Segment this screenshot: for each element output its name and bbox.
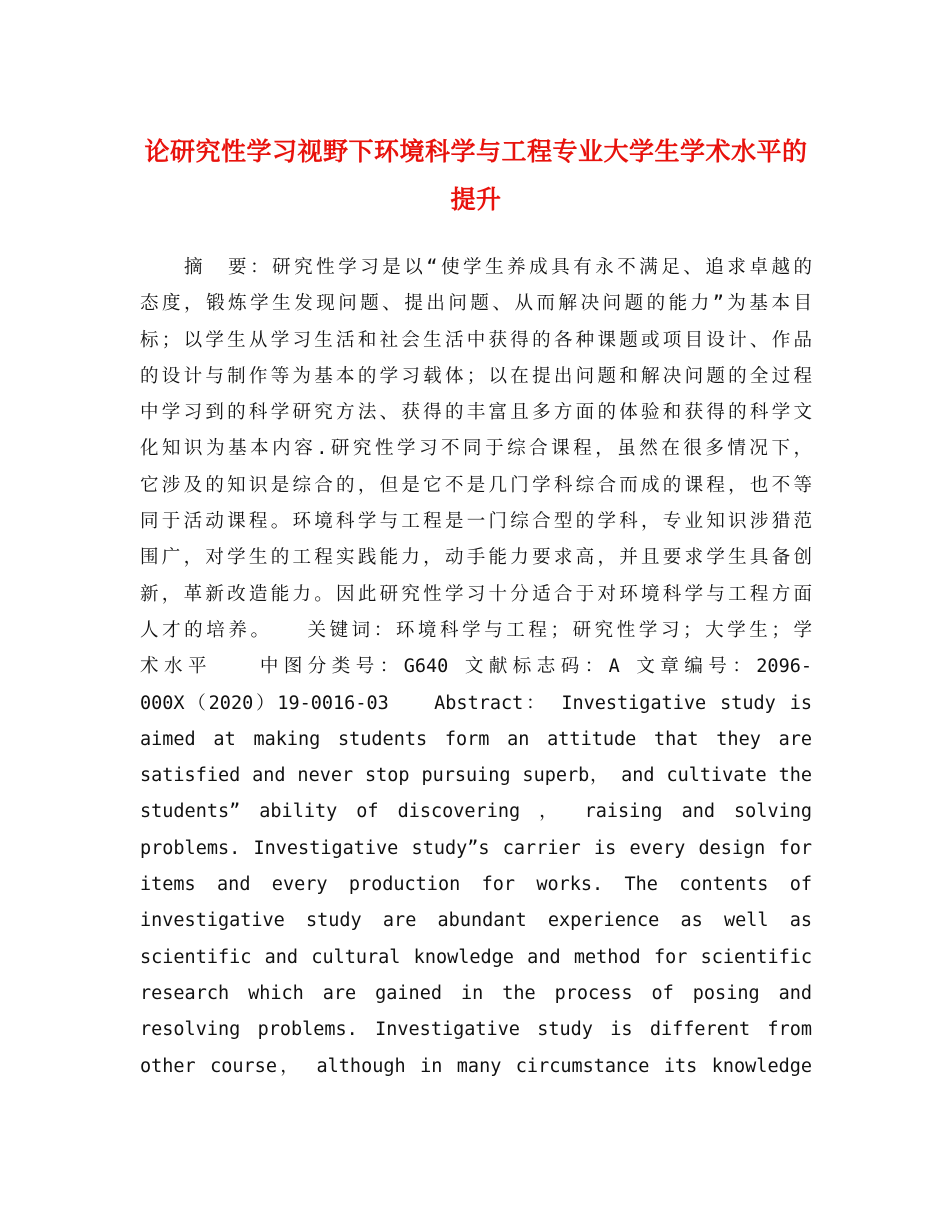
- body-line: 它涉及的知识是综合的，但是它不是几门学科综合而成的课程，也不等: [140, 474, 812, 496]
- body-line: scientific and cultural knowledge and method for scientific: [140, 946, 812, 968]
- body-line: 人才的培养。 关键词：环境科学与工程；研究性学习；大学生；学: [140, 619, 812, 641]
- body-line: 新，革新改造能力。因此研究性学习十分适合于对环境科学与工程方面: [140, 583, 812, 605]
- body-line: aimed at making students form an attitude that they are: [140, 728, 812, 750]
- body-line: 的设计与制作等为基本的学习载体；以在提出问题和解决问题的全过程: [140, 365, 812, 387]
- body-line: 000X（2020）19-0016-03 Abstract： Investigative study is: [140, 692, 812, 714]
- body-line: 态度，锻炼学生发现问题、提出问题、从而解决问题的能力”为基本目: [140, 293, 812, 315]
- body-line: 摘 要：研究性学习是以“使学生养成具有永不满足、追求卓越的: [184, 257, 812, 278]
- abstract-body: [140, 250, 812, 1085]
- body-line: research which are gained in the process of posing and: [140, 982, 812, 1004]
- body-line: satisfied and never stop pursuing superb， and cultivate the: [140, 765, 812, 787]
- body-line: 中学习到的科学研究方法、获得的丰富且多方面的体验和获得的科学文: [140, 402, 812, 424]
- body-line: 标；以学生从学习生活和社会生活中获得的各种课题或项目设计、作品: [140, 329, 812, 351]
- body-line: 术水平 中图分类号：G640 文献标志码：A 文章编号：2096-: [140, 656, 812, 678]
- body-line: 化知识为基本内容.研究性学习不同于综合课程，虽然在很多情况下，: [140, 438, 812, 460]
- body-line: resolving problems. Investigative study is different from: [140, 1019, 812, 1041]
- body-line: other course， although in many circumstance its knowledge: [140, 1055, 812, 1077]
- document-title: 论研究性学习视野下环境科学与工程专业大学生学术水平的提升: [144, 137, 808, 214]
- body-line: students” ability of discovering ， raising and solving: [140, 801, 812, 823]
- body-line: investigative study are abundant experience as well as: [140, 910, 812, 932]
- body-line: items and every production for works. The contents of: [140, 874, 812, 896]
- body-line: 同于活动课程。环境科学与工程是一门综合型的学科，专业知识涉猎范: [140, 511, 812, 533]
- body-line: problems. Investigative study”s carrier is every design for: [140, 837, 812, 859]
- body-line: 围广，对学生的工程实践能力，动手能力要求高，并且要求学生具备创: [140, 547, 812, 569]
